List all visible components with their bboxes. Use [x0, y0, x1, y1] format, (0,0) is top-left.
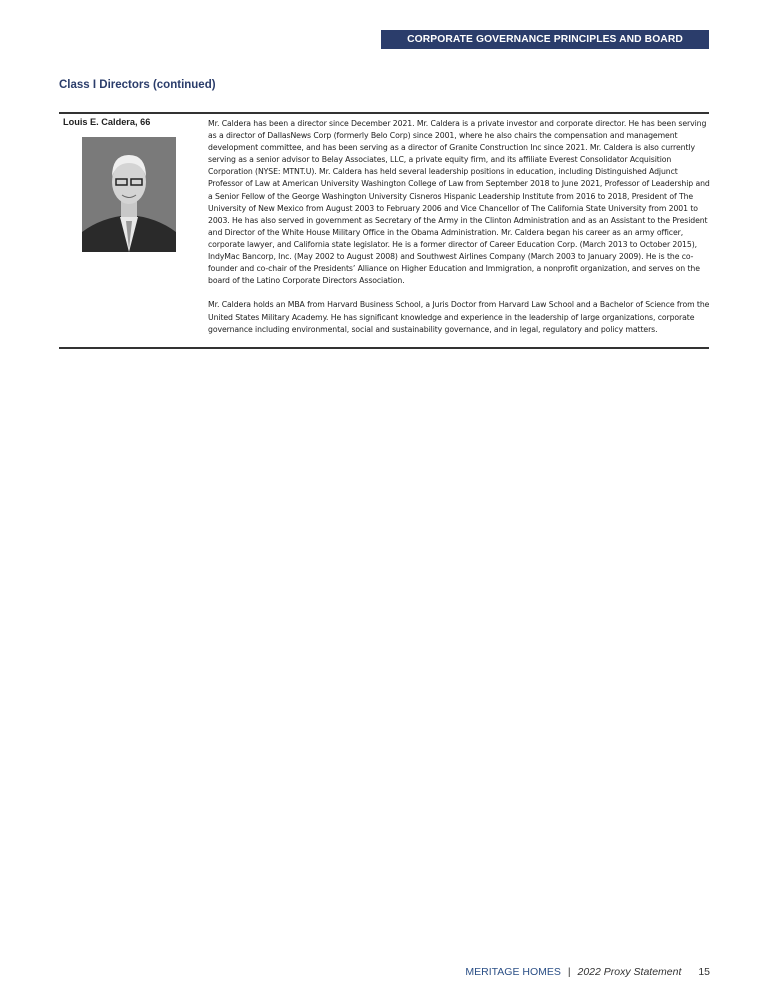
bottom-divider: [59, 347, 709, 349]
director-photo: [82, 137, 176, 252]
page-footer: [465, 966, 710, 978]
director-name: Louis E. Caldera, 66: [63, 117, 151, 127]
page-number: 15: [698, 966, 710, 978]
bio-paragraph: Mr. Caldera has been a director since December 2021. Mr. Caldera is a private investor and corporate director. He has been serving as a director of DallasNews Corp (formerly Belo Corp) since 2001, where he also chairs the compensation and management development committee, and has been serving as a director of Granite Construction Inc since 2021. Mr. Caldera is also currently serving as a senior advisor to Belay Associates, LLC, a private equity firm, and its affiliate Everest Consolidator Acquisition Corporation (NYSE: MTNT.U). Mr. Caldera has held several leadership positions in education, including Distinguished Adjunct Professor of Law at American University Washington College of Law from September 2018 to June 2021, Professor of Leadership and a Senior Fellow of the George Washington University Cisneros Hispanic Leadership Institute from 2016 to 2018, President of The University of New Mexico from August 2003 to February 2006 and Vice Chancellor of The California State University from 2001 to 2003. He has also served in government as Secretary of the Army in the Clinton Administration and as an Assistant to the President and Director of the White House Military Office in the Obama Administration. Mr. Caldera began his career as an army officer, corporate lawyer, and California state legislator. He is a former director of Career Education Corp. (March 2013 to October 2015), IndyMac Bancorp, Inc. (May 2002 to August 2008) and Southwest Airlines Company (March 2003 to January 2009). He is the co-founder and co-chair of the Presidents’ Alliance on Higher Education and Immigration, a nonprofit organization, and serves on the board of the Latino Corporate Directors Association.: [208, 119, 710, 286]
director-bio: [208, 118, 710, 348]
top-divider: [59, 112, 709, 114]
bio-paragraph: Mr. Caldera holds an MBA from Harvard Business School, a Juris Doctor from Harvard Law School and a Bachelor of Science from the United States Military Academy. He has significant knowledge and experience in the leadership of large organizations, corporate governance including environmental, social and sustainability governance, and in legal, regulatory and policy matters.: [208, 300, 710, 334]
footer-company: MERITAGE HOMES: [465, 966, 561, 978]
section-title: Class I Directors (continued): [59, 79, 216, 91]
footer-document: 2022 Proxy Statement: [577, 966, 682, 978]
section-header-banner: CORPORATE GOVERNANCE PRINCIPLES AND BOARD MATTERS: [381, 30, 709, 49]
footer-separator: |: [567, 966, 571, 978]
